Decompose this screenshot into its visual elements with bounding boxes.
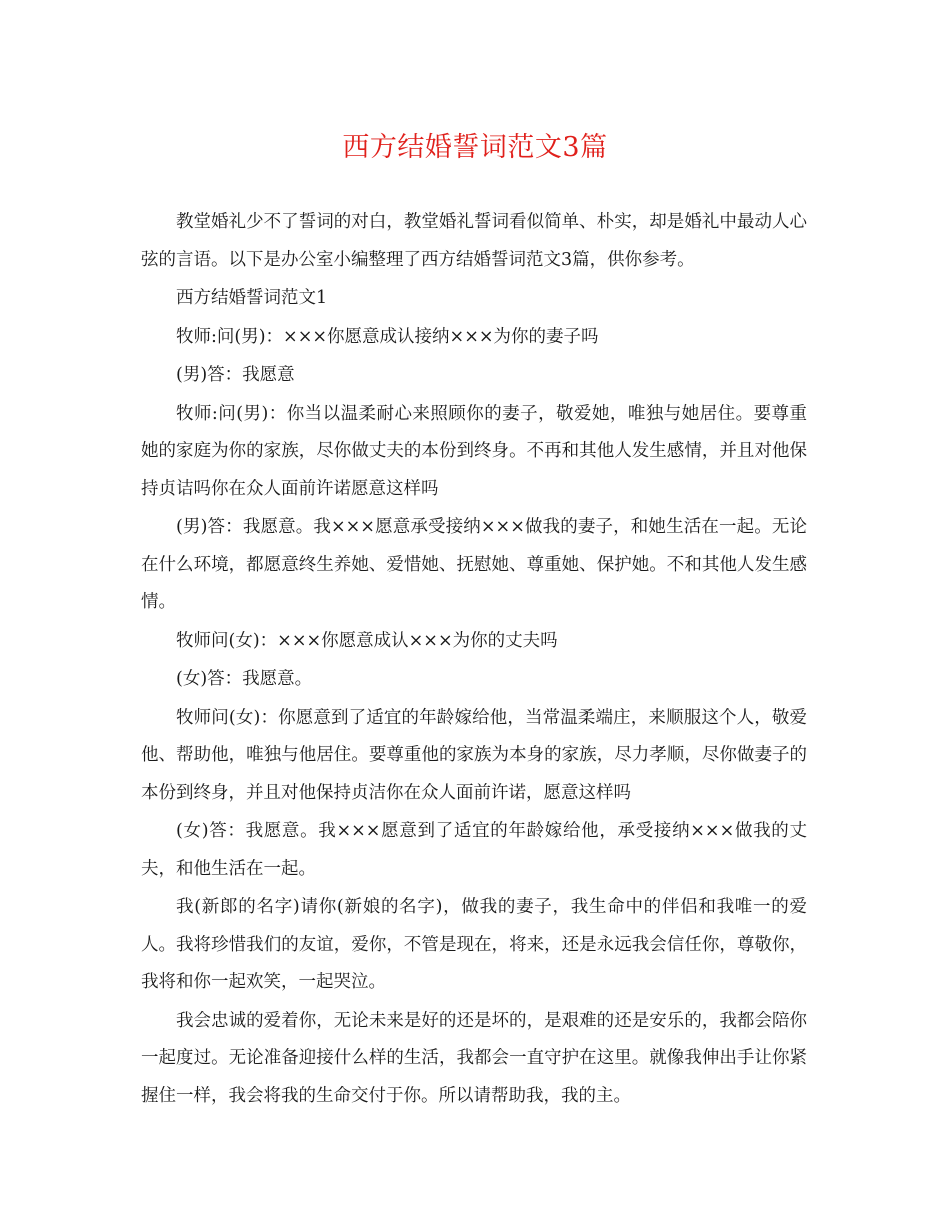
paragraph: (男)答：我愿意。我×××愿意承受接纳×××做我的妻子，和她生活在一起。无论在什么环境，都愿意终生养她、爱惜她、抚慰她、尊重她、保护她。不和其他人发生感情。 bbox=[141, 517, 807, 612]
paragraph: (女)答：我愿意。 bbox=[176, 669, 313, 689]
document-title: 西方结婚誓词范文3篇 bbox=[342, 132, 608, 163]
paragraph: 我(新郎的名字)请你(新娘的名字)，做我的妻子，我生命中的伴侣和我唯一的爱人。我将珍惜我们的友谊，爱你，不管是现在，将来，还是永远我会信任你，尊敬你，我将和你一起欢笑，一起哭泣。 bbox=[141, 897, 807, 992]
paragraph: (男)答：我愿意 bbox=[176, 365, 295, 385]
paragraph: (女)答：我愿意。我×××愿意到了适宜的年龄嫁给他，承受接纳×××做我的丈夫，和他生活在一起。 bbox=[141, 821, 807, 879]
intro-paragraph: 教堂婚礼少不了誓词的对白，教堂婚礼誓词看似简单、朴实，却是婚礼中最动人心弦的言语。以下是办公室小编整理了西方结婚誓词范文3篇，供你参考。 bbox=[141, 212, 807, 270]
paragraph: 牧师问(女)：你愿意到了适宜的年龄嫁给他，当常温柔端庄，来顺服这个人，敬爱他、帮助他，唯独与他居住。要尊重他的家族为本身的家族，尽力孝顺，尽你做妻子的本份到终身，并且对他保持贞洁你在众人面前许诺，愿意这样吗 bbox=[141, 707, 807, 803]
document-body bbox=[141, 204, 807, 1115]
paragraph: 牧师:问(男)：×××你愿意成认接纳×××为你的妻子吗 bbox=[176, 326, 599, 347]
section-heading: 西方结婚誓词范文1 bbox=[176, 288, 328, 308]
paragraph: 牧师问(女)：×××你愿意成认×××为你的丈夫吗 bbox=[176, 630, 558, 651]
paragraph: 我会忠诚的爱着你，无论未来是好的还是坏的，是艰难的还是安乐的，我都会陪你一起度过。无论准备迎接什么样的生活，我都会一直守护在这里。就像我伸出手让你紧握住一样，我会将我的生命交付于你。所以请帮助我，我的主。 bbox=[141, 1010, 807, 1106]
paragraph: 牧师:问(男)：你当以温柔耐心来照顾你的妻子，敬爱她，唯独与她居住。要尊重她的家庭为你的家族，尽你做丈夫的本份到终身。不再和其他人发生感情，并且对他保持贞诘吗你在众人面前许诺愿意这样吗 bbox=[141, 403, 807, 499]
